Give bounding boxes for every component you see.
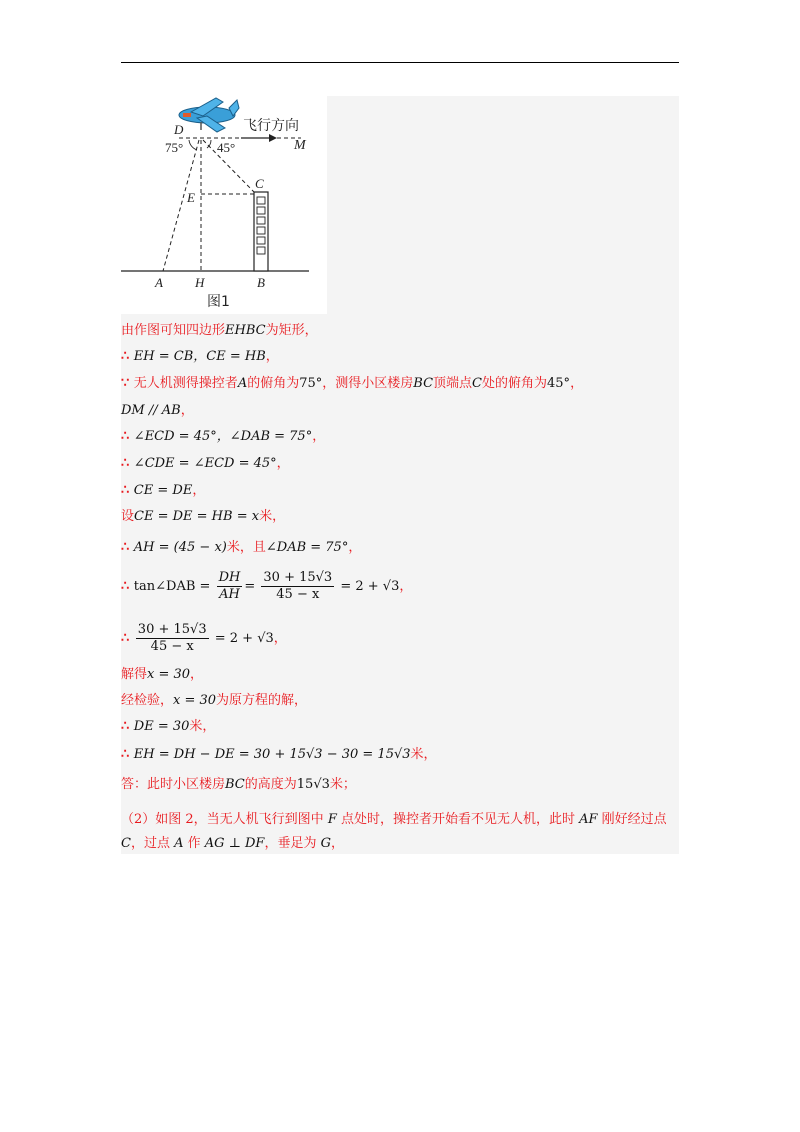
- line-ah: [121, 539, 679, 557]
- text-post: 米，: [259, 509, 286, 524]
- math: ∠CDE = ∠ECD = 45°: [133, 456, 277, 471]
- therefore-symbol: ∴: [121, 747, 134, 762]
- text-post: 米，: [410, 747, 437, 762]
- text-pre: 解得: [121, 667, 148, 682]
- line-rectangle: [121, 322, 679, 340]
- text: 作: [183, 836, 205, 851]
- fraction-dh-ah: [217, 570, 243, 603]
- angle-arc-left: [189, 140, 197, 150]
- line-answer: [121, 776, 679, 794]
- line-cde: [121, 455, 679, 473]
- rhs: = 2 + √3: [214, 631, 274, 646]
- line-solve: [121, 666, 679, 684]
- math: AH = (45 − x): [133, 540, 227, 555]
- text: 处的俯角为: [482, 376, 548, 391]
- text-pre: 答：此时小区楼房: [121, 777, 226, 792]
- therefore-symbol: ∴: [121, 456, 134, 471]
- text: 米，且: [226, 540, 266, 555]
- line-angles-values: [121, 428, 679, 446]
- label-M: M: [294, 138, 306, 153]
- text: ，: [331, 836, 345, 851]
- label-angle-45: 45°: [217, 140, 236, 155]
- text-post: 米；: [329, 777, 356, 792]
- numerator: 30 + 15√3: [263, 570, 333, 585]
- text: （2）如图 2，当无人机飞行到图中: [121, 812, 328, 827]
- text-pre: 由作图可知四边形: [121, 323, 226, 338]
- text-post: ，: [312, 429, 326, 444]
- line-verify: [121, 692, 679, 710]
- therefore-symbol: ∴: [121, 540, 134, 555]
- math: EH = CB，CE = HB: [133, 349, 266, 364]
- part-2-paragraph: [121, 808, 679, 856]
- math: A: [237, 376, 248, 391]
- because-symbol: ∵: [121, 376, 134, 391]
- numerator: 30 + 15√3: [137, 622, 207, 637]
- line-dm-parallel: [121, 402, 679, 420]
- label-B: B: [257, 275, 265, 290]
- text: 的俯角为: [247, 376, 300, 391]
- text: ，过点: [130, 836, 175, 851]
- math: C: [121, 836, 131, 851]
- math: 15√3: [296, 777, 330, 792]
- math: A: [174, 836, 184, 851]
- line-DA: [163, 140, 199, 271]
- text: 刚好经过点: [597, 812, 667, 827]
- text: 的高度为: [244, 777, 297, 792]
- label-A: A: [155, 275, 163, 290]
- text-post: ，: [570, 376, 584, 391]
- tan-expression: tan∠DAB =: [133, 579, 211, 594]
- fraction-equation: [136, 622, 209, 655]
- math: AF: [579, 812, 598, 827]
- denominator: 45 − x: [150, 639, 194, 654]
- denominator: 45 − x: [276, 587, 320, 602]
- text-post: ，: [399, 579, 413, 594]
- math: G: [320, 836, 331, 851]
- text: ，测得小区楼房: [322, 376, 414, 391]
- text-post: 米，: [189, 719, 216, 734]
- therefore-symbol: ∴: [121, 631, 134, 646]
- text-post: 为矩形，: [265, 323, 318, 338]
- numerator: DH: [218, 570, 241, 585]
- therefore-symbol: ∴: [121, 429, 134, 444]
- text-post: ，: [265, 349, 279, 364]
- line-ce-de: [121, 482, 679, 500]
- math: F: [327, 812, 337, 827]
- text-post: ，: [190, 667, 204, 682]
- therefore-symbol: ∴: [121, 579, 134, 594]
- math: 45°: [547, 376, 571, 391]
- text: ，垂足为: [264, 836, 321, 851]
- math: 75°: [299, 376, 323, 391]
- therefore-symbol: ∴: [121, 349, 134, 364]
- math: C: [472, 376, 482, 391]
- math: AG ⊥ DF: [204, 836, 265, 851]
- therefore-symbol: ∴: [121, 483, 134, 498]
- math: x = 30: [147, 667, 191, 682]
- text-post: ，: [192, 483, 206, 498]
- line-tan: [121, 570, 679, 604]
- label-C: C: [255, 176, 264, 191]
- fraction-main: [261, 570, 334, 603]
- label-H: H: [195, 275, 205, 290]
- label-D: D: [174, 122, 184, 137]
- equals: =: [244, 579, 256, 594]
- math: ∠DAB = 75°: [265, 540, 349, 555]
- text-post: ，: [180, 403, 194, 418]
- math: ∠ECD = 45°，∠DAB = 75°: [133, 429, 313, 444]
- figure-1-diagram: [121, 96, 327, 314]
- math: DE = 30: [133, 719, 190, 734]
- text: 顶端点: [433, 376, 473, 391]
- math: EHBC: [225, 323, 266, 338]
- figure-caption: 图1: [207, 294, 230, 310]
- denominator: AH: [219, 587, 240, 602]
- figure-1: [121, 96, 327, 314]
- line-eh: [121, 746, 679, 764]
- direction-arrow-head: [269, 134, 277, 142]
- drone-plane-icon: [179, 98, 239, 132]
- label-angle-75: 75°: [165, 140, 184, 155]
- line-equation: [121, 622, 679, 656]
- line-de: [121, 718, 679, 736]
- line-because-angles: [121, 375, 679, 393]
- therefore-symbol: ∴: [121, 719, 134, 734]
- line-let-x: [121, 508, 679, 526]
- text: 点处时，操控者开始看不见无人机，此时: [336, 812, 580, 827]
- label-direction: 飞行方向: [243, 118, 299, 134]
- text-pre: 经检验，: [121, 693, 174, 708]
- math: BC: [225, 777, 245, 792]
- text: 无人机测得操控者: [133, 376, 238, 391]
- text-post: ，: [276, 456, 290, 471]
- text-post: 为原方程的解，: [216, 693, 308, 708]
- top-rule: [121, 62, 679, 63]
- math: BC: [413, 376, 434, 391]
- math: EH = DH − DE = 30 + 15√3 − 30 = 15√3: [133, 747, 411, 762]
- line-eh-cb: [121, 348, 679, 366]
- math: x = 30: [173, 693, 217, 708]
- text-pre: 设: [121, 509, 135, 524]
- math: DM // AB: [121, 403, 181, 418]
- math: CE = DE = HB = x: [134, 509, 260, 524]
- text-post: ，: [348, 540, 362, 555]
- label-E: E: [187, 190, 195, 205]
- math: CE = DE: [133, 483, 193, 498]
- text-post: ，: [273, 631, 287, 646]
- rhs: = 2 + √3: [340, 579, 400, 594]
